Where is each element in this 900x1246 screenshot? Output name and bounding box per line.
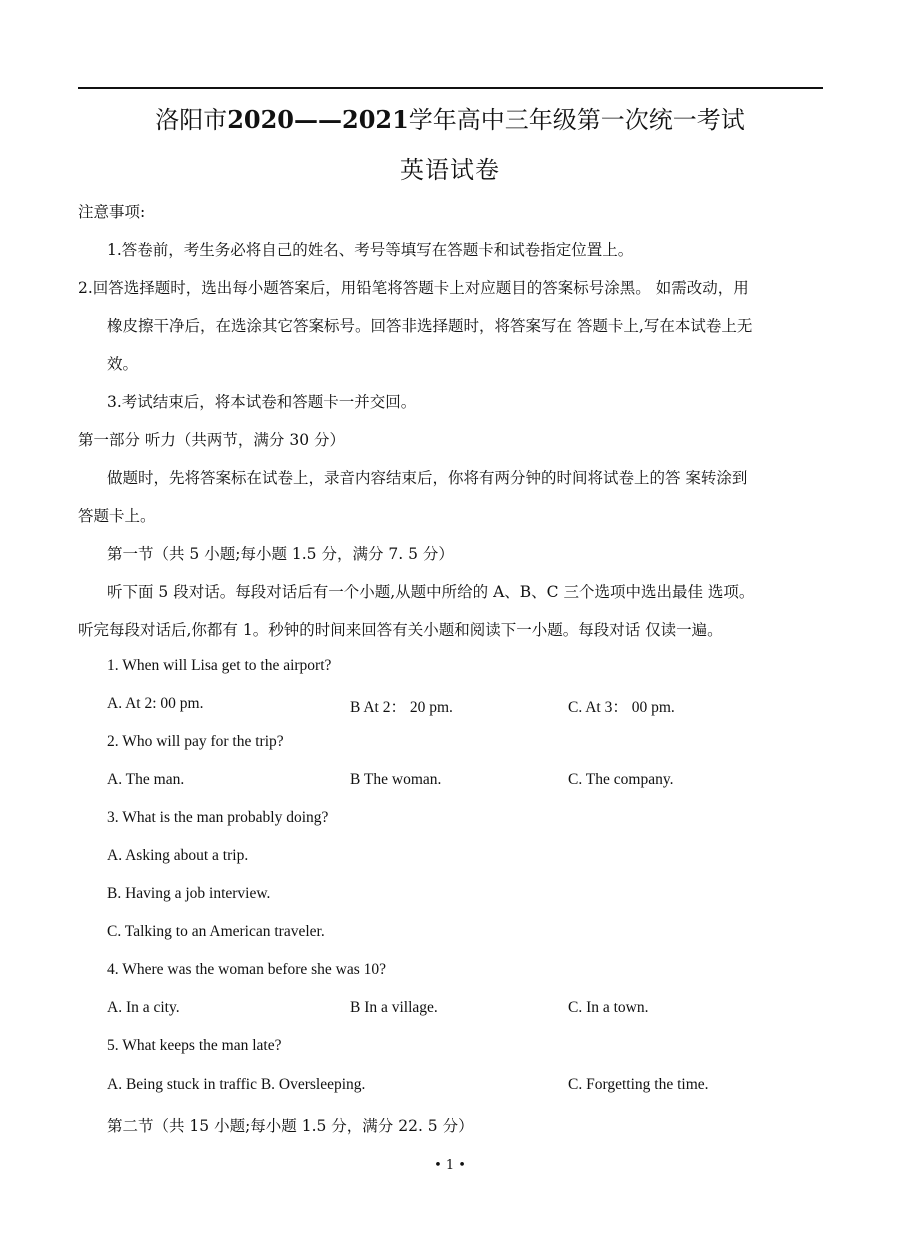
- question-5-options-a-b: A. Being stuck in traffic B. Oversleeping.: [107, 1076, 366, 1093]
- question-1-option-c: C. At 3： 00 pm.: [568, 699, 675, 716]
- notice-heading: 注意事项:: [78, 203, 146, 221]
- section1-instruction-line-2: 听完每段对话后,你都有 1。秒钟的时间来回答有关小题和阅读下一小题。每段对话 仅读一遍。: [78, 621, 723, 639]
- page-number: • 1 •: [434, 1158, 466, 1173]
- question-5: 5. What keeps the man late?: [107, 1037, 282, 1054]
- question-1: 1. When will Lisa get to the airport?: [107, 657, 332, 674]
- section1-instruction-line-1: 听下面 5 段对话。每段对话后有一个小题,从题中所给的 A、B、C 三个选项中选出最佳 选项。: [107, 583, 755, 601]
- question-2-option-b: B The woman.: [350, 771, 442, 788]
- question-4-option-a: A. In a city.: [107, 999, 180, 1016]
- part1-instruction-line-2: 答题卡上。: [78, 507, 156, 525]
- notice-item-1: 1.答卷前，考生务必将自己的姓名、考号等填写在答题卡和试卷指定位置上。: [107, 241, 634, 259]
- header-rule: [78, 87, 823, 89]
- notice-item-3: 3.考试结束后，将本试卷和答题卡一并交回。: [107, 393, 417, 411]
- question-2-option-c: C. The company.: [568, 771, 674, 788]
- question-4: 4. Where was the woman before she was 10?: [107, 961, 387, 978]
- question-3: 3. What is the man probably doing?: [107, 809, 329, 826]
- notice-item-2-line-2: 橡皮擦干净后，在选涂其它答案标号。回答非选择题时，将答案写在 答题卡上,写在本试卷上无: [107, 317, 753, 335]
- part1-heading: 第一部分 听力（共两节，满分 30 分）: [78, 431, 346, 449]
- title-suffix: 学年高中三年级第一次统一考试: [408, 106, 745, 134]
- title-prefix: 洛阳市: [155, 106, 228, 134]
- question-5-option-c: C. Forgetting the time.: [568, 1076, 709, 1093]
- title-years: 2020——2021: [227, 105, 409, 134]
- question-3-option-a: A. Asking about a trip.: [107, 847, 249, 864]
- question-1-option-b: B At 2： 20 pm.: [350, 699, 453, 716]
- section1-heading: 第一节（共 5 小题;每小题 1.5 分，满分 7. 5 分）: [107, 545, 454, 563]
- question-4-option-c: C. In a town.: [568, 999, 649, 1016]
- part1-instruction-line-1: 做题时，先将答案标在试卷上，录音内容结束后，你将有两分钟的时间将试卷上的答 案转涂到: [107, 469, 748, 487]
- question-2-option-a: A. The man.: [107, 771, 185, 788]
- exam-title: [0, 100, 900, 135]
- question-2: 2. Who will pay for the trip?: [107, 733, 284, 750]
- section2-heading: 第二节（共 15 小题;每小题 1.5 分，满分 22. 5 分）: [107, 1117, 474, 1135]
- question-3-option-c: C. Talking to an American traveler.: [107, 923, 325, 940]
- question-1-option-a: A. At 2: 00 pm.: [107, 695, 204, 712]
- question-4-option-b: B In a village.: [350, 999, 438, 1016]
- exam-subtitle: 英语试卷: [400, 156, 500, 184]
- question-3-option-b: B. Having a job interview.: [107, 885, 271, 902]
- notice-item-2-line-3: 效。: [107, 355, 139, 373]
- notice-item-2-line-1: 2.回答选择题时，选出每小题答案后，用铅笔将答题卡上对应题目的答案标号涂黑。 如需改动，用: [78, 279, 749, 297]
